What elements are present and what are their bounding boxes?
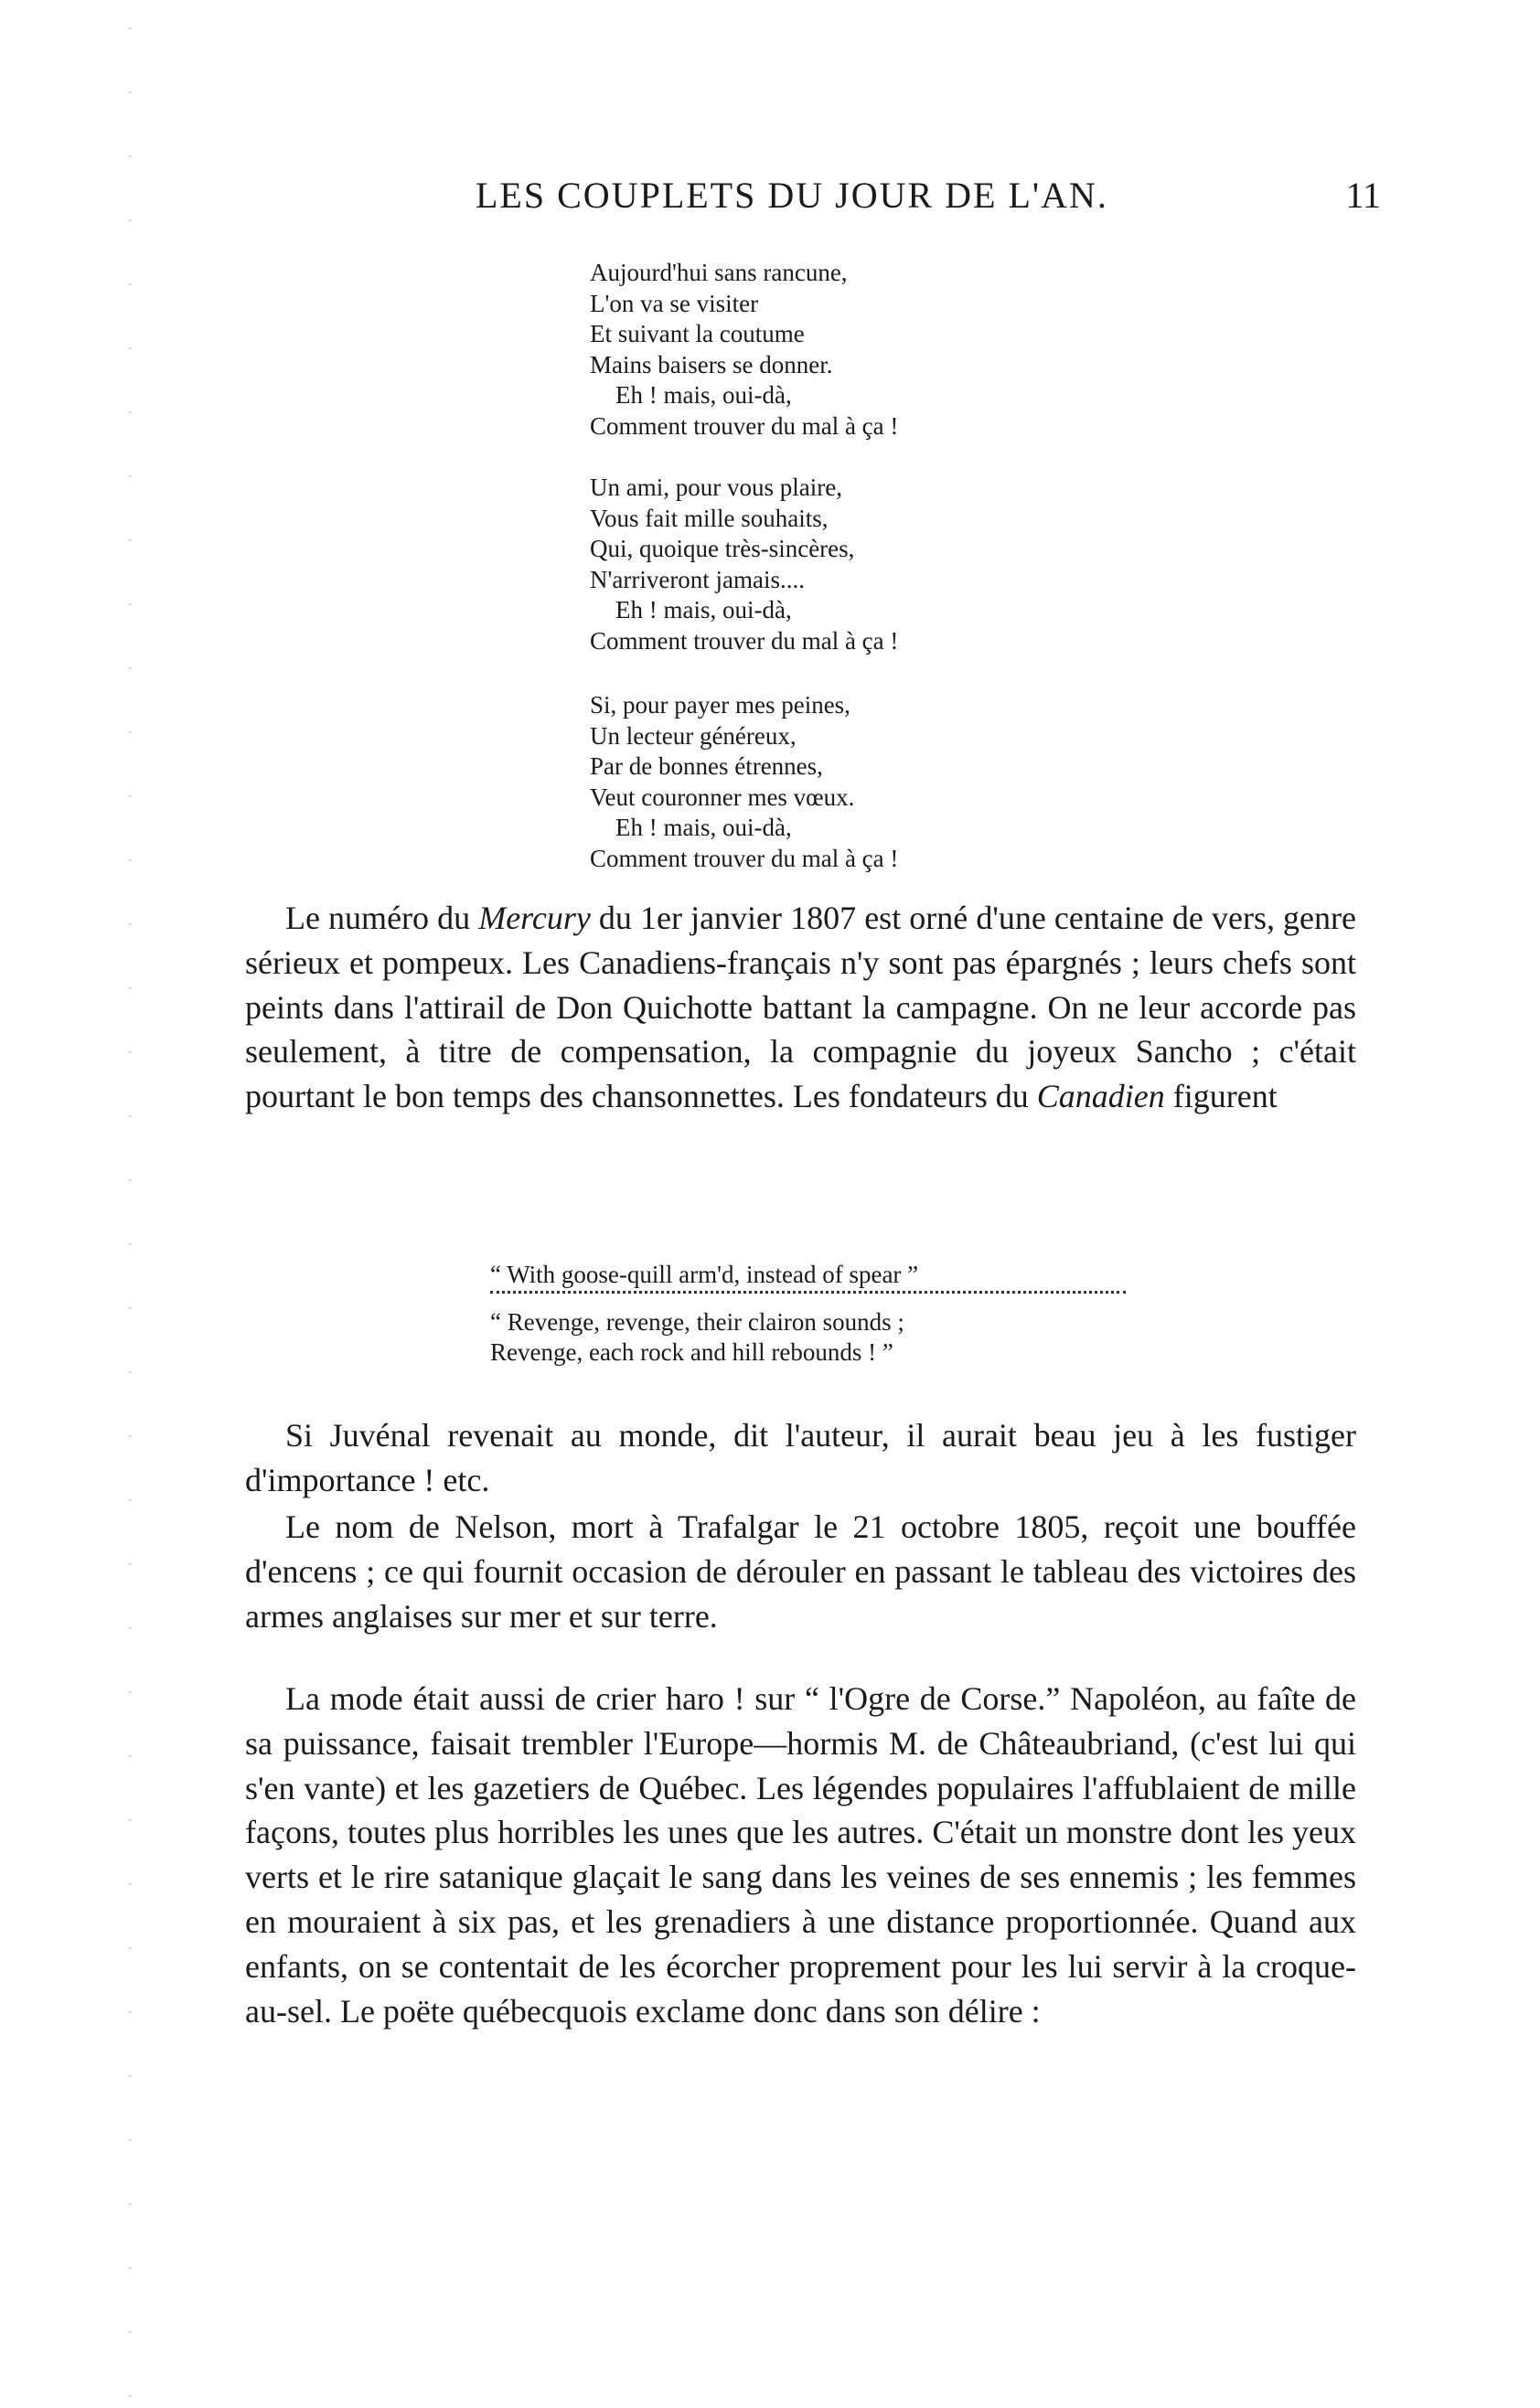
ellipsis-dotted-line [490, 1291, 1126, 1301]
paragraph-text-part: du 1er janvier 1807 est orné d'une centaine de vers, genre sérieux et pompeux. Les Canadiens-français n'y sont pas épargnés ; leurs chefs sont peints dans l'attirail de Don Quichotte battant la campagne. On ne leur accorde pas seulement, à titre de compensation, la compagnie du joyeux Sancho ; c'était pourtant le bon temps des chansonnettes. Les fondateurs du [245, 900, 1357, 1115]
poem-refrain-line: Comment trouver du mal à ça ! [590, 626, 899, 655]
poem-refrain-line: Comment trouver du mal à ça ! [590, 411, 899, 440]
page-edge-speckle [128, 0, 132, 2408]
poem-line: Et suivant la coutume [590, 320, 805, 347]
quote-line-1: “ With goose-quill arm'd, instead of spear ” [490, 1261, 919, 1288]
newspaper-title-canadien: Canadien [1036, 1078, 1165, 1115]
paragraph-text: Si Juvénal revenait au monde, dit l'auteur, il aurait beau jeu à les fustiger d'importance ! etc. [245, 1417, 1356, 1498]
paragraph-nelson [245, 1505, 1356, 1638]
poem-stanza-1 [590, 258, 898, 442]
poem-refrain-line: Eh ! mais, oui-dà, [615, 596, 792, 623]
paragraph-napoleon [245, 1677, 1356, 2033]
paragraph-text: La mode était aussi de crier haro ! sur “ l'Ogre de Corse.” Napoléon, au faîte de sa puissance, faisait trembler l'Europe—hormis M. de Châteaubriand, (c'est lui qui s'en vante) et les gazetiers de Québec. Les légendes populaires l'affublaient de mille façons, toutes plus horribles les unes que les autres. C'était un monstre dont les yeux verts et le rire satanique glaçait le sang dans les veines de ses ennemis ; les femmes en mouraient à six pas, et les grenadiers à une distance proportionnée. Quand aux enfants, on se contentait de les écorcher proprement pour les lui servir à la croque-au-sel. Le poëte québecquois exclame donc dans son délire : [245, 1680, 1356, 2030]
poem-line: Qui, quoique très-sincères, [590, 535, 855, 562]
paragraph-text: Le nom de Nelson, mort à Trafalgar le 21 octobre 1805, reçoit une bouffée d'encens ; ce qui fournit occasion de dérouler en passant le tableau des victoires des armes anglaises sur mer et sur terre. [245, 1508, 1356, 1635]
newspaper-title-mercury: Mercury [478, 900, 591, 936]
poem-refrain-line: Eh ! mais, oui-dà, [615, 814, 792, 841]
poem-line: Un lecteur généreux, [590, 721, 797, 750]
poem-line: Mains baisers se donner. [590, 350, 833, 378]
running-title: LES COUPLETS DU JOUR DE L'AN. [476, 175, 1108, 216]
paragraph-mercury [245, 896, 1356, 1119]
poem-line: L'on va se visiter [590, 289, 759, 317]
quote-stanza [490, 1307, 904, 1368]
poem-line: Un ami, pour vous plaire, [590, 474, 842, 501]
paragraph-text-part: Le numéro du [285, 900, 479, 936]
poem-line: Aujourd'hui sans rancune, [590, 259, 848, 286]
poem-line: Veut couronner mes vœux. [590, 783, 855, 811]
poem-refrain-line: Comment trouver du mal à ça ! [590, 844, 899, 872]
poem-line: Par de bonnes étrennes, [590, 752, 823, 780]
poem-stanza-3 [590, 690, 898, 874]
running-head [247, 174, 1381, 219]
poem-line: Vous fait mille souhaits, [590, 504, 829, 532]
poem-stanza-2 [590, 473, 898, 656]
page-number: 11 [1345, 175, 1381, 216]
poem-line: N'arriveront jamais.... [590, 565, 806, 593]
paragraph-text [245, 896, 1356, 1119]
poem-line: Si, pour payer mes peines, [590, 691, 850, 719]
quote-line-3: Revenge, each rock and hill rebounds ! ” [490, 1338, 893, 1366]
paragraph-text-part: figurent [1164, 1078, 1278, 1115]
poem-refrain-line: Eh ! mais, oui-dà, [615, 381, 792, 409]
quote-line-2: “ Revenge, revenge, their clairon sounds ; [490, 1308, 904, 1336]
paragraph-juvenal [245, 1413, 1356, 1503]
